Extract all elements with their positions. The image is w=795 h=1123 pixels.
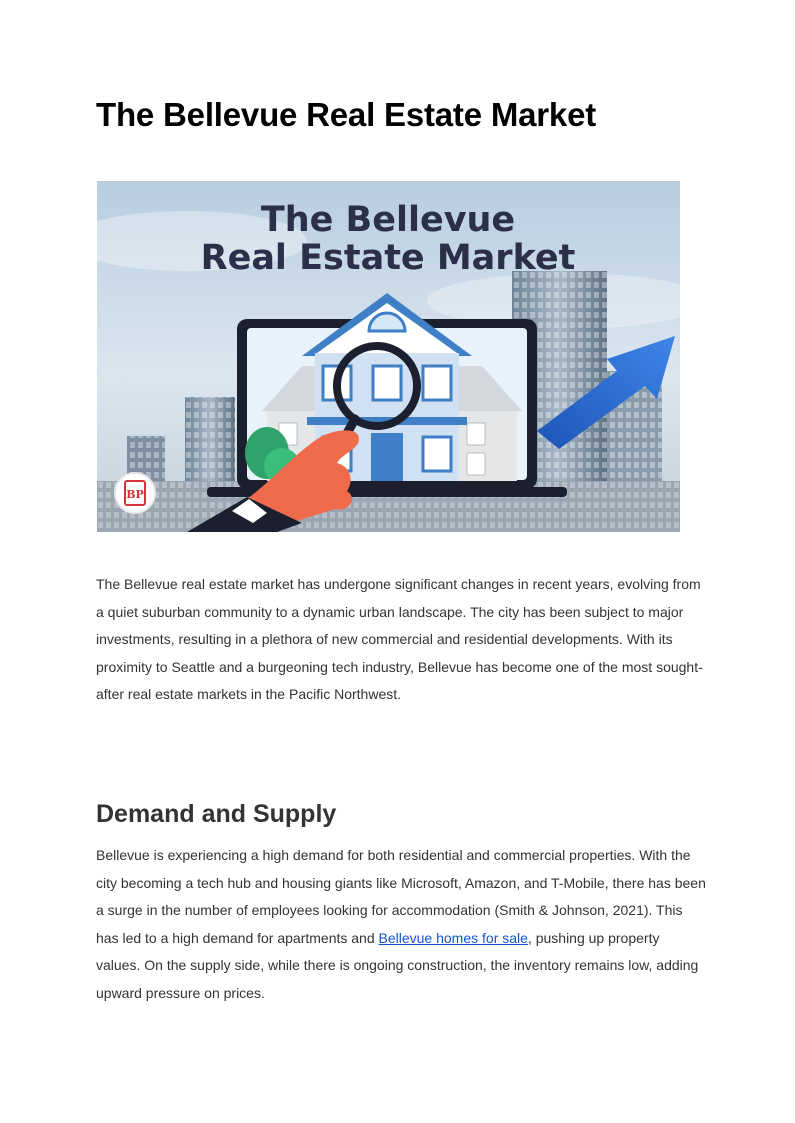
demand-text-before-link: Bellevue is experiencing a high demand for both residential and commercial properties. With the city becoming a tech hub and housing giants like Microsoft, Amazon, and T-Mobile, there has been a surge in the number of employees looking for accommodation (Smith & Johnson, 2021). This has led to a high demand for apartments and: [96, 847, 706, 946]
hero-image: [97, 181, 680, 532]
section-heading-demand-supply: Demand and Supply: [96, 800, 337, 828]
demand-text-after-link: , pushing up property values. On the supply side, while there is ongoing construction, the inventory remains low, adding upward pressure on prices.: [96, 929, 699, 1001]
bp-logo-icon: [115, 473, 155, 513]
bp-logo-text: BP: [126, 488, 144, 501]
bellevue-homes-for-sale-link[interactable]: Bellevue homes for sale: [378, 929, 528, 946]
intro-paragraph: The Bellevue real estate market has undergone significant changes in recent years, evolving from a quiet suburban community to a dynamic urban landscape. The city has been subject to major investments, resulting in a plethora of new commercial and residential developments. With its proximity to Seattle and a burgeoning tech industry, Bellevue has become one of the most sought-after real estate markets in the Pacific Northwest.: [96, 576, 703, 703]
page-title: The Bellevue Real Estate Market: [96, 96, 597, 133]
demand-supply-paragraph: [96, 842, 706, 1008]
hero-heading-line1: The Bellevue: [260, 200, 516, 240]
hero-heading-line2: Real Estate Market: [200, 238, 576, 278]
